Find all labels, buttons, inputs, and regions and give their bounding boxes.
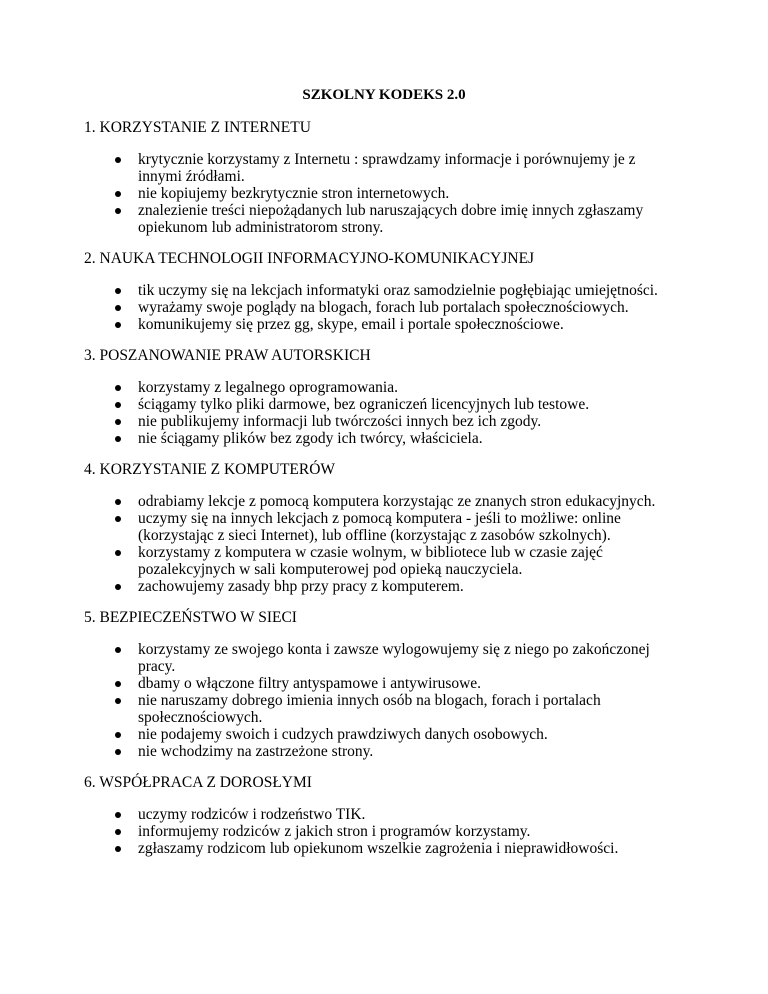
bullet-icon	[115, 385, 121, 391]
bullet-icon	[115, 305, 121, 311]
bullet-icon	[115, 419, 121, 425]
section-heading: 2. NAUKA TECHNOLOGII INFORMACYJNO-KOMUNIKACYJNEJ	[84, 250, 535, 267]
bullet-list	[84, 493, 674, 595]
list-item	[138, 806, 674, 823]
bullet-icon	[115, 550, 121, 556]
list-item-text: odrabiamy lekcje z pomocą komputera korzystając ze znanych stron edukacyjnych.	[138, 493, 656, 510]
bullet-list	[84, 282, 674, 333]
list-item-text: uczymy się na innych lekcjach z pomocą komputera - jeśli to możliwe: online (korzystając z sieci Internet), lub offline (korzystając z zasobów szkolnych).	[138, 510, 621, 544]
bullet-icon	[115, 749, 121, 755]
bullet-icon	[115, 322, 121, 328]
list-item	[138, 743, 674, 760]
document-content	[84, 119, 674, 871]
list-item	[138, 379, 674, 396]
bullet-icon	[115, 698, 121, 704]
list-item	[138, 493, 674, 510]
bullet-icon	[115, 516, 121, 522]
bullet-icon	[115, 732, 121, 738]
section-heading: 5. BEZPIECZEŃSTWO W SIECI	[84, 609, 297, 626]
list-item	[138, 299, 674, 316]
list-item	[138, 726, 674, 743]
bullet-icon	[115, 208, 121, 214]
list-item	[138, 202, 674, 236]
bullet-icon	[115, 288, 121, 294]
list-item	[138, 413, 674, 430]
list-item-text: zachowujemy zasady bhp przy pracy z komputerem.	[138, 578, 464, 595]
bullet-icon	[115, 812, 121, 818]
list-item	[138, 396, 674, 413]
list-item-text: krytycznie korzystamy z Internetu : sprawdzamy informacje i porównujemy je z innymi źródłami.	[138, 151, 636, 185]
list-item-text: korzystamy z legalnego oprogramowania.	[138, 379, 398, 396]
list-item	[138, 578, 674, 595]
list-item-text: nie ściągamy plików bez zgody ich twórcy, właściciela.	[138, 430, 483, 447]
list-item	[138, 430, 674, 447]
list-item	[138, 151, 674, 185]
list-item-text: nie kopiujemy bezkrytycznie stron internetowych.	[138, 185, 450, 202]
section-heading: 3. POSZANOWANIE PRAW AUTORSKICH	[84, 347, 371, 364]
bullet-icon	[115, 584, 121, 590]
section-2	[84, 250, 674, 333]
bullet-icon	[115, 681, 121, 687]
list-item-text: korzystamy z komputera w czasie wolnym, w bibliotece lub w czasie zajęć pozalekcyjnych w sali komputerowej pod opieką nauczyciela.	[138, 544, 603, 578]
list-item-text: nie podajemy swoich i cudzych prawdziwych danych osobowych.	[138, 726, 548, 743]
section-5	[84, 609, 674, 760]
list-item	[138, 675, 674, 692]
list-item	[138, 692, 674, 726]
bullet-icon	[115, 436, 121, 442]
bullet-icon	[115, 191, 121, 197]
list-item-text: informujemy rodziców z jakich stron i programów korzystamy.	[138, 823, 531, 840]
section-4	[84, 461, 674, 595]
bullet-list	[84, 806, 674, 857]
list-item-text: nie publikujemy informacji lub twórczości innych bez ich zgody.	[138, 413, 542, 430]
bullet-icon	[115, 829, 121, 835]
section-heading: 6. WSPÓŁPRACA Z DOROSŁYMI	[84, 774, 312, 791]
section-heading: 1. KORZYSTANIE Z INTERNETU	[84, 119, 311, 136]
bullet-list	[84, 379, 674, 447]
list-item	[138, 641, 674, 675]
list-item	[138, 510, 674, 544]
list-item-text: nie wchodzimy na zastrzeżone strony.	[138, 743, 374, 760]
list-item-text: znalezienie treści niepożądanych lub naruszających dobre imię innych zgłaszamy opiekunom lub administratorom strony.	[138, 202, 644, 236]
section-3	[84, 347, 674, 447]
bullet-icon	[115, 402, 121, 408]
list-item	[138, 823, 674, 840]
list-item-text: tik uczymy się na lekcjach informatyki oraz samodzielnie pogłębiając umiejętności.	[138, 282, 658, 299]
list-item-text: dbamy o włączone filtry antyspamowe i antywirusowe.	[138, 675, 482, 692]
list-item	[138, 544, 674, 578]
list-item	[138, 316, 674, 333]
bullet-icon	[115, 846, 121, 852]
list-item	[138, 840, 674, 857]
section-6	[84, 774, 674, 857]
document-title: SZKOLNY KODEKS 2.0	[302, 87, 466, 103]
list-item-text: korzystamy ze swojego konta i zawsze wylogowujemy się z niego po zakończonej pracy.	[138, 641, 650, 675]
section-heading: 4. KORZYSTANIE Z KOMPUTERÓW	[84, 461, 336, 478]
section-1	[84, 119, 674, 236]
list-item-text: wyrażamy swoje poglądy na blogach, forach lub portalach społecznościowych.	[138, 299, 629, 316]
list-item-text: zgłaszamy rodzicom lub opiekunom wszelkie zagrożenia i nieprawidłowości.	[138, 840, 619, 857]
list-item	[138, 185, 674, 202]
bullet-icon	[115, 157, 121, 163]
list-item-text: komunikujemy się przez gg, skype, email i portale społecznościowe.	[138, 316, 564, 333]
bullet-icon	[115, 499, 121, 505]
list-item-text: ściągamy tylko pliki darmowe, bez ograniczeń licencyjnych lub testowe.	[138, 396, 590, 413]
bullet-icon	[115, 647, 121, 653]
bullet-list	[84, 151, 674, 236]
list-item	[138, 282, 674, 299]
bullet-list	[84, 641, 674, 760]
list-item-text: nie naruszamy dobrego imienia innych osób na blogach, forach i portalach społecznościowych.	[138, 692, 601, 726]
list-item-text: uczymy rodziców i rodzeństwo TIK.	[138, 806, 366, 823]
